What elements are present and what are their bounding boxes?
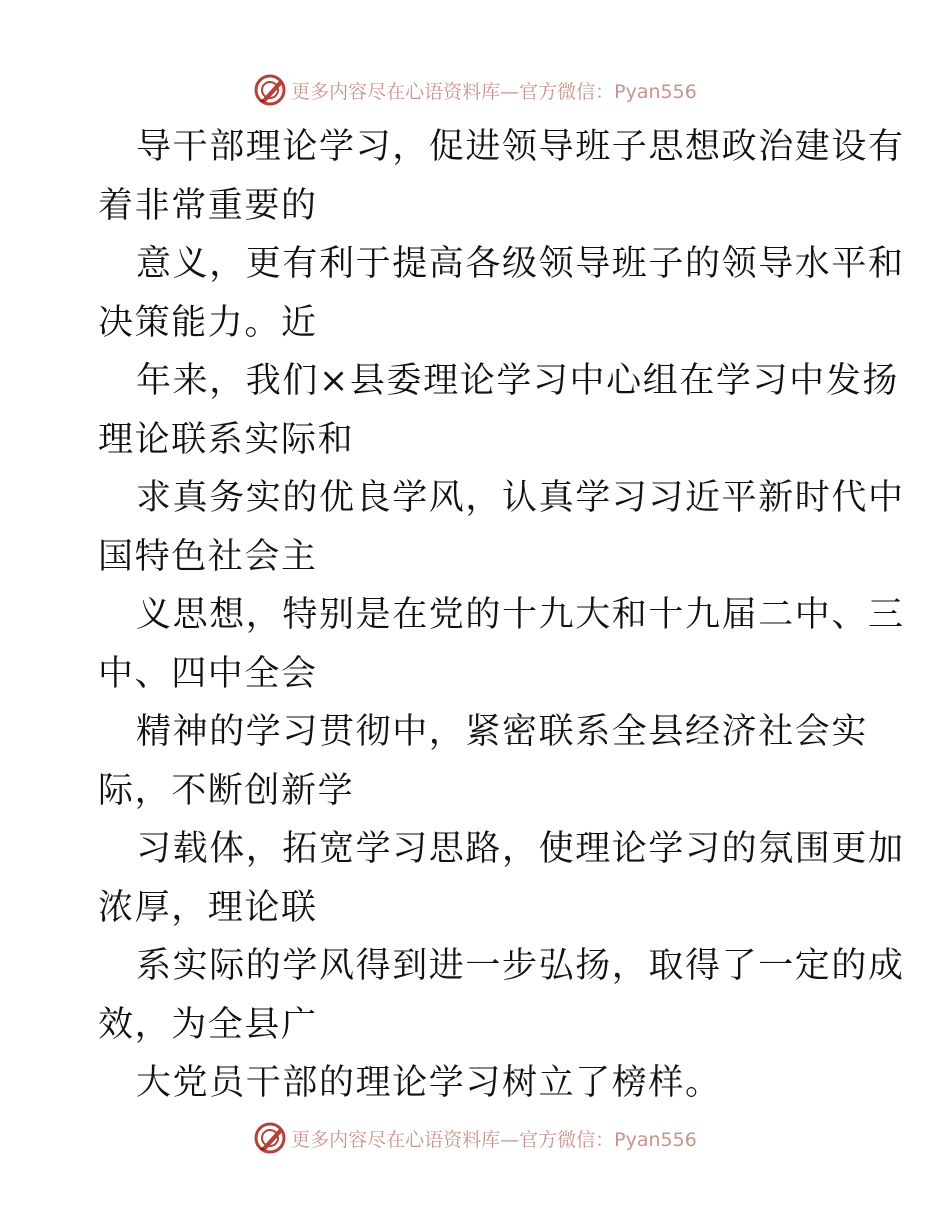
watermark-text: 更多内容尽在心语资料库— — [291, 80, 520, 103]
body-line: 效，为全县广 — [98, 1004, 318, 1045]
body-line: 系实际的学风得到进一步弘扬，取得了一定的成 — [136, 946, 905, 986]
pen-logo-icon — [253, 1121, 287, 1155]
body-line: 意义，更有利于提高各级领导班子的领导水平和 — [136, 244, 905, 284]
body-line: 国特色社会主 — [98, 536, 318, 577]
body-line: 导干部理论学习，促进领导班子思想政治建设有 — [136, 127, 905, 167]
body-line: 求真务实的优良学风，认真学习习近平新时代中 — [136, 478, 905, 518]
header-watermark — [0, 70, 950, 110]
watermark-suffix: 官方微信：Pyan556 — [519, 1128, 697, 1151]
body-line: 中、四中全会 — [98, 653, 318, 694]
watermark-text: 更多内容尽在心语资料库— — [291, 1128, 520, 1151]
body-line: 际，不断创新学 — [98, 770, 355, 811]
watermark-suffix: 官方微信：Pyan556 — [519, 80, 697, 103]
document-body — [98, 118, 905, 1113]
body-line: 浓厚，理论联 — [98, 887, 318, 928]
body-line: 习载体，拓宽学习思路，使理论学习的氛围更加 — [136, 829, 905, 869]
body-line: 精神的学习贯彻中，紧密联系全县经济社会实 — [136, 712, 869, 752]
body-line: 决策能力。近 — [98, 302, 318, 343]
body-line: 义思想，特别是在党的十九大和十九届二中、三 — [136, 595, 905, 635]
body-line: 年来，我们×县委理论学习中心组在学习中发扬 — [136, 361, 899, 401]
pen-logo-icon — [253, 73, 287, 107]
footer-watermark — [0, 1118, 950, 1158]
body-line: 理论联系实际和 — [98, 419, 355, 460]
body-line: 大党员干部的理论学习树立了榜样。 — [136, 1063, 722, 1103]
body-line: 着非常重要的 — [98, 185, 318, 226]
